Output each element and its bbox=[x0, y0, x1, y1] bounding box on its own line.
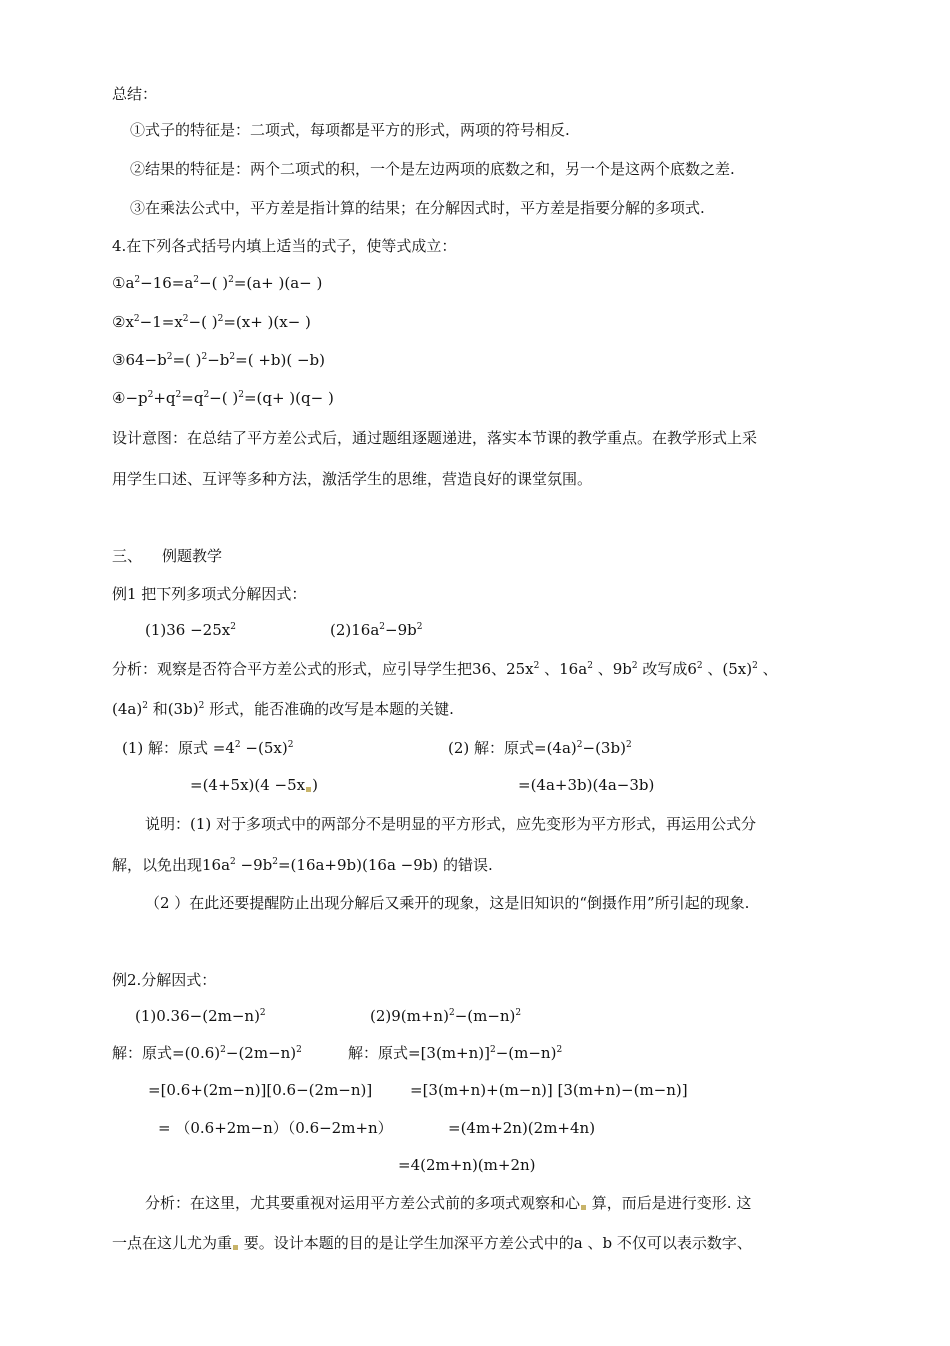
example-2-solution-2-line-4: =4(2m+n)(m+2n) bbox=[398, 1156, 536, 1174]
example-2-analysis-line-2: 一点在这儿尤为重 要。设计本题的目的是让学生加深平方差公式中的a 、b 不仅可以表示数字、 bbox=[112, 1234, 752, 1252]
q4-equation-3: $③64-b^2=$( )$^2-b^2=( +b)( -b)$ bbox=[112, 351, 325, 369]
example-2-solution-1-line-3: = （0.6+2m−n）（0.6−2m+n） bbox=[158, 1119, 393, 1137]
question-4-title: 4.在下列各式括号内填上适当的式子，使等式成立： bbox=[112, 237, 457, 255]
example-1-analysis-line-2: $(4a)^2$ 和$(3b)^2$ 形式，能否准确的改写是本题的关键. bbox=[112, 700, 454, 718]
q4-equation-4: $④-p^2+q^2=q^2-$( )$^2$=(q+ )(q− ) bbox=[112, 389, 334, 407]
example-2-solution-2-line-3: =(4m+2n)(2m+4n) bbox=[448, 1119, 596, 1137]
example-1-note-line-2: 解，以免出现$16a^2 -9b^2=(16a+9b)(16a -9b)$ 的错误. bbox=[112, 856, 493, 874]
example-1-title: 例1 把下列多项式分解因式： bbox=[112, 585, 307, 603]
example-1-note-line-3: （2 ）在此还要提醒防止出现分解后又乘开的现象，这是旧知识的“倒摄作用”所引起的现象. bbox=[145, 894, 750, 912]
design-intent-line-1: 设计意图：在总结了平方差公式后，通过题组逐题递进，落实本节课的教学重点。在教学形式上采 bbox=[112, 429, 758, 447]
example-1-problem-1: $(1)36 -25x^2$ bbox=[145, 621, 236, 639]
summary-title: 总结： bbox=[112, 85, 158, 103]
example-2-problem-1: $(1)0.36-(2m-n)^2$ bbox=[135, 1007, 266, 1025]
example-1-solution-1: (1) 解：原式 $=4^2 -(5x)^2$ bbox=[122, 739, 294, 757]
summary-point-3: ③在乘法公式中，平方差是指计算的结果；在分解因式时，平方差是指要分解的多项式. bbox=[130, 199, 705, 217]
example-1-note-line-1: 说明：(1) 对于多项式中的两部分不是明显的平方形式，应先变形为平方形式，再运用公式分 bbox=[145, 815, 757, 833]
example-1-analysis-line-1: 分析：观察是否符合平方差公式的形式，应引导学生把36、$25x^2$ 、$16a^2$ 、$9b^2$ 改写成$6^2$ 、$(5x)^2$ 、 bbox=[112, 660, 778, 678]
summary-point-1: ①式子的特征是：二项式，每项都是平方的形式，两项的符号相反. bbox=[130, 121, 570, 139]
q4-equation-2: $②x^2-1=x^2-$( )$^2$=(x+ )(x− ) bbox=[112, 313, 311, 331]
example-2-solution-1-line-2: =[0.6+(2m−n)][0.6−(2m−n)] bbox=[148, 1081, 373, 1099]
example-1-solution-2-result: =(4a+3b)(4a−3b) bbox=[518, 776, 655, 794]
example-1-solution-2: (2) 解：原式$=(4a)^2-(3b)^2$ bbox=[448, 739, 632, 757]
example-2-title: 例2.分解因式： bbox=[112, 971, 217, 989]
example-1-problem-2: $(2)16a^2-9b^2$ bbox=[330, 621, 423, 639]
example-1-solution-1-result: =(4+5x)(4 −5x ) bbox=[190, 776, 318, 794]
section-3-title: 例题教学 bbox=[162, 547, 223, 565]
example-2-analysis-line-1: 分析：在这里，尤其要重视对运用平方差公式前的多项式观察和心 算，而后是进行变形. 这 bbox=[145, 1194, 752, 1212]
summary-point-2: ②结果的特征是：两个二项式的积，一个是左边两项的底数之和，另一个是这两个底数之差. bbox=[130, 160, 735, 178]
q4-equation-1: $①a^2-16=a^2-$( )$^2$=(a+ )(a− ) bbox=[112, 274, 323, 292]
highlight-mark bbox=[306, 787, 311, 792]
example-2-problem-2: $(2)9(m+n)^2-(m-n)^2$ bbox=[370, 1007, 522, 1025]
example-2-solution-2-line-2: =[3(m+n)+(m−n)] [3(m+n)−(m−n)] bbox=[410, 1081, 688, 1099]
section-3-number: 三、 bbox=[112, 547, 143, 565]
highlight-mark bbox=[233, 1245, 238, 1250]
highlight-mark bbox=[581, 1205, 586, 1210]
example-2-solution-1-line-1: 解：原式$=(0.6)^2-(2m-n)^2$ bbox=[112, 1044, 302, 1062]
design-intent-line-2: 用学生口述、互评等多种方法，激活学生的思维，营造良好的课堂氛围。 bbox=[112, 470, 593, 488]
example-2-solution-2-line-1: 解：原式$=[3(m+n)]^2-(m-n)^2$ bbox=[348, 1044, 563, 1062]
